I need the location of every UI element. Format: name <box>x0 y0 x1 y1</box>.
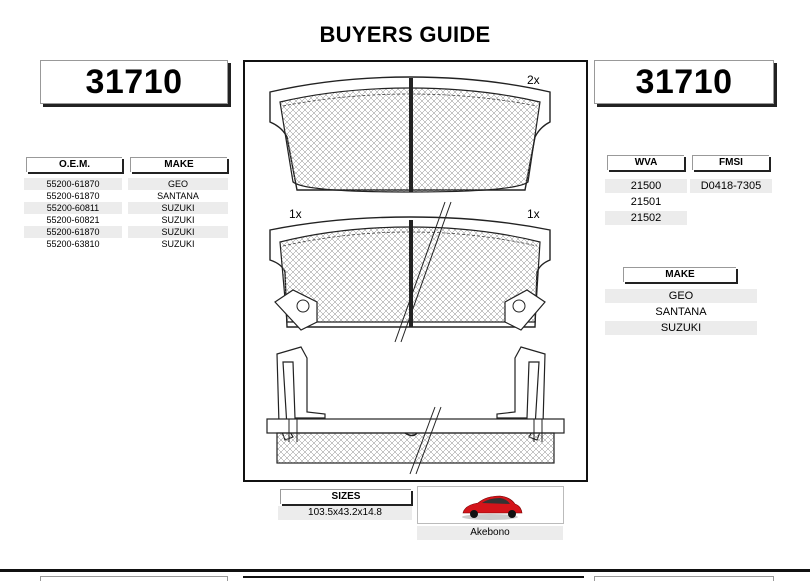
fmsi-header: FMSI <box>692 155 769 170</box>
oem-cell: 55200-60821 <box>46 215 100 225</box>
oem-cell: 55200-61870 <box>46 191 100 201</box>
make-list-item: GEO <box>605 289 757 303</box>
brake-pad-drawing <box>245 62 586 480</box>
side-view <box>267 347 564 474</box>
qty-right: 1x <box>527 207 540 221</box>
wva-value: 21501 <box>630 196 662 208</box>
make-list-header: MAKE <box>623 267 736 282</box>
oem-header: O.E.M. <box>26 157 122 172</box>
page-title: BUYERS GUIDE <box>319 22 491 47</box>
wva-value: 21500 <box>605 179 687 193</box>
make-list-item: SANTANA <box>655 306 707 318</box>
make-cell: SANTANA <box>157 191 199 201</box>
next-part-box-right <box>594 576 774 581</box>
oem-cell: 55200-60811 <box>24 202 122 214</box>
part-number-left: 31710 <box>40 60 228 104</box>
make-list-item: SUZUKI <box>605 321 757 335</box>
oem-cell: 55200-61870 <box>24 226 122 238</box>
make-cell: SUZUKI <box>128 202 228 214</box>
fmsi-value: D0418-7305 <box>690 179 772 193</box>
middle-pad <box>270 202 550 342</box>
make-header: MAKE <box>130 157 227 172</box>
sizes-value: 103.5x43.2x14.8 <box>278 506 412 520</box>
make-cell: SUZUKI <box>161 239 195 249</box>
next-part-box-left <box>40 576 228 581</box>
brand-caption: Akebono <box>417 526 563 540</box>
brake-pad-diagram <box>243 60 588 482</box>
qty-left: 1x <box>289 207 302 221</box>
qty-top: 2x <box>527 73 540 87</box>
make-cell: GEO <box>128 178 228 190</box>
sizes-header: SIZES <box>280 489 411 504</box>
wva-header: WVA <box>607 155 684 170</box>
part-number-right: 31710 <box>594 60 774 104</box>
make-cell: SUZUKI <box>128 226 228 238</box>
oem-cell: 55200-61870 <box>24 178 122 190</box>
section-divider <box>0 569 810 572</box>
car-image <box>417 486 564 524</box>
next-diagram-frame <box>243 576 584 582</box>
top-pad <box>270 77 550 192</box>
wva-value: 21502 <box>605 211 687 225</box>
make-cell: SUZUKI <box>161 215 195 225</box>
oem-cell: 55200-63810 <box>46 239 100 249</box>
red-car-icon <box>418 487 563 523</box>
